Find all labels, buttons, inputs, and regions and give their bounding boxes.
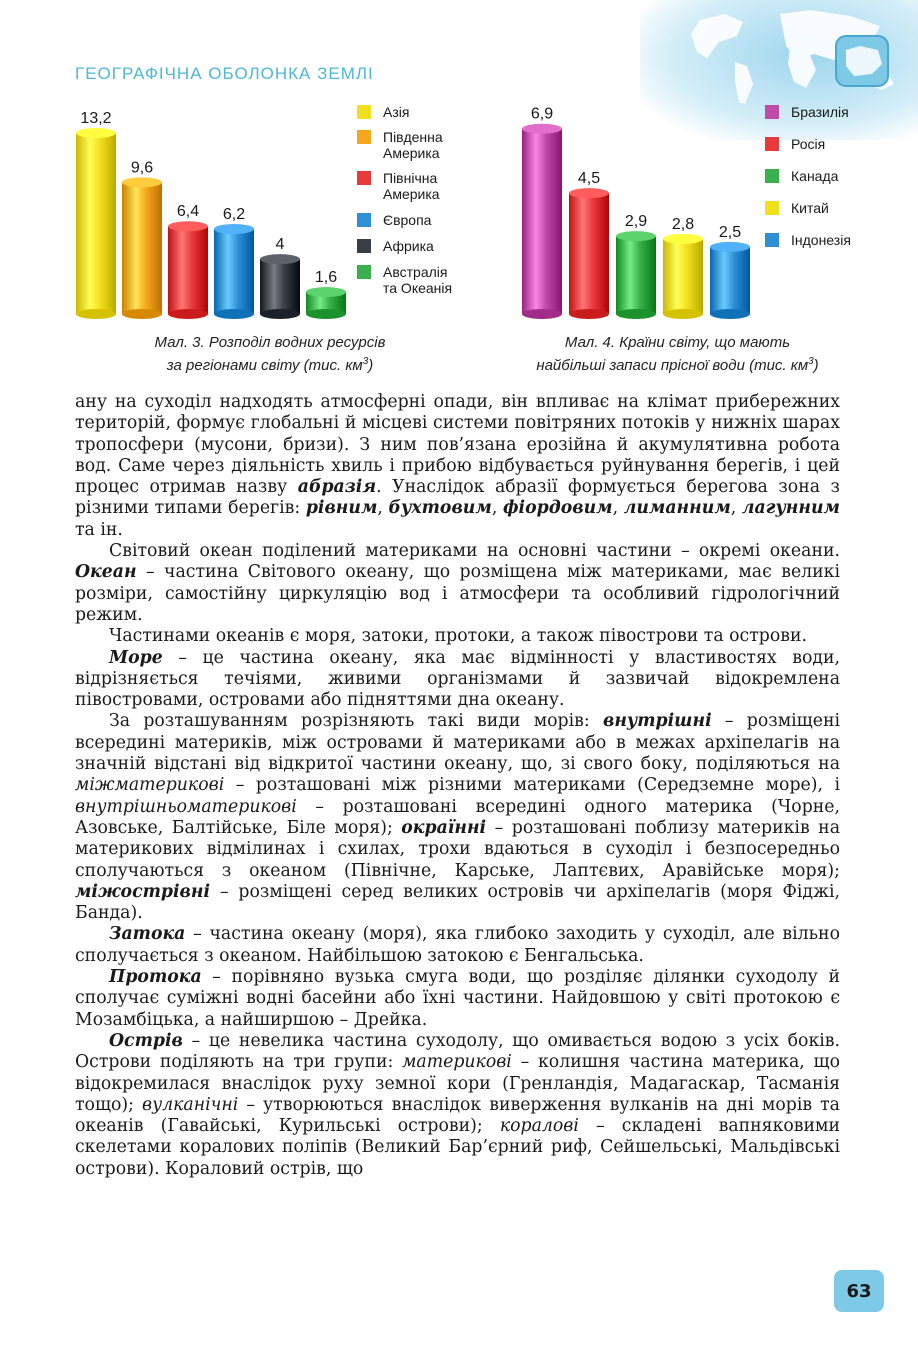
bar-base bbox=[214, 309, 254, 319]
bar-body bbox=[260, 259, 300, 314]
chart-water-resources bbox=[70, 92, 338, 322]
bar-base bbox=[122, 309, 162, 319]
text-run: – це невелика частина суходолу, що омивається водою з усіх боків. Острови поділяють на три групи: bbox=[75, 1030, 840, 1073]
body-text bbox=[75, 392, 840, 1180]
paragraph-abrasion bbox=[75, 392, 840, 541]
data-label: 2,5 bbox=[718, 223, 742, 241]
bar-base bbox=[260, 309, 300, 319]
text-run: – розташовані між різними материками (Середземне море), і bbox=[224, 775, 840, 796]
term-island: Острів bbox=[109, 1030, 183, 1051]
data-label: 1,6 bbox=[314, 269, 338, 287]
data-label: 9,6 bbox=[130, 159, 154, 177]
bar-body bbox=[214, 229, 254, 314]
caption-figure-4-line2 bbox=[495, 352, 860, 375]
paragraph-sea bbox=[75, 648, 840, 712]
legend-item-3 bbox=[765, 168, 838, 184]
text-run: – колишня частина материка, що відокремилася внаслідок руху земної кори (Гренландія, Мадагаскар, Тасманія тощо); bbox=[75, 1052, 840, 1115]
bar-base bbox=[569, 309, 609, 319]
term-abrasion: абразія bbox=[297, 477, 377, 498]
bar-body bbox=[663, 239, 703, 314]
text-run: – частина Світового океану, що розміщена між материками, має великі розміри, самостійну циркуляцію вод і атмосфери та особливий гідрологічний режим. bbox=[75, 562, 840, 625]
legend-label: Бразилія bbox=[791, 104, 849, 120]
data-label: 6,2 bbox=[222, 205, 246, 223]
term-intracontinental: внутрішньоматерикові bbox=[75, 796, 297, 817]
term-shore-type: бухтовим bbox=[388, 498, 492, 519]
legend-swatch bbox=[357, 171, 371, 185]
text-run: – утворюються внаслідок виверження вулканів на дні морів та океанів (Гавайські, Курильські острови); bbox=[75, 1094, 840, 1137]
legend-item-6 bbox=[357, 264, 452, 296]
bar-3 bbox=[168, 203, 208, 319]
data-label: 2,8 bbox=[671, 215, 695, 233]
text-run: Світовий океан поділений материками на основні частини – окремі океани. bbox=[109, 541, 840, 562]
legend-swatch bbox=[765, 169, 779, 183]
legend-item-5 bbox=[357, 238, 434, 254]
paragraph-strait bbox=[75, 967, 840, 1031]
paragraph-island bbox=[75, 1031, 840, 1180]
bar-body bbox=[569, 193, 609, 314]
caption-figure-3-sup: 3 bbox=[362, 356, 369, 367]
data-label: 6,9 bbox=[530, 105, 554, 123]
term-marginal: окраїнні bbox=[401, 817, 487, 838]
bar-body bbox=[522, 129, 562, 314]
legend-swatch bbox=[357, 239, 371, 253]
caption-figure-4-end: ) bbox=[813, 357, 819, 374]
caption-figure-3 bbox=[100, 333, 440, 375]
chart-fresh-water bbox=[510, 92, 760, 322]
bar-body bbox=[76, 133, 116, 314]
legend-label: Південна Америка bbox=[383, 129, 443, 161]
legend-item-5 bbox=[765, 232, 851, 248]
text-run: – це частина океану, яка має відмінності у властивостях води, відрізняється течіями, живими організмами й зазвичай відокремлена півостровами, островами або підняттями дна океану. bbox=[75, 647, 840, 711]
legend-item-4 bbox=[357, 212, 431, 228]
legend-item-3 bbox=[357, 170, 440, 202]
bar-body bbox=[710, 247, 750, 314]
legend-label: Європа bbox=[383, 212, 432, 228]
term-ocean: Океан bbox=[75, 562, 137, 583]
text-run: ану на суходіл надходять атмосферні опади, він впливає на клімат прибережних територій, формує глобальні й місцеві системи повітряних потоків у нижніх шарах тропосфери (мусони, бризи). З ним пов’язана ерозійна й акумулятивна робота вод. Саме через діяльність хвиль і прибою відбувається руйнування берегів, і цей процес отримав назву bbox=[75, 392, 840, 498]
text-run: , bbox=[612, 498, 624, 519]
legend-label: Північна Америка bbox=[383, 170, 440, 202]
bar-3 bbox=[616, 213, 656, 319]
legend-label: Індонезія bbox=[791, 232, 851, 248]
chart-fresh-water-legend bbox=[765, 104, 895, 264]
legend-label: Африка bbox=[383, 238, 434, 254]
text-run: – складені вапняковими скелетами коралових поліпів (Великий Бар’єрний риф, Сейшельські, Мальдівські острови). Кораловий острів, що bbox=[75, 1116, 840, 1179]
legend-item-1 bbox=[357, 104, 409, 120]
term-shore-type: лагунним bbox=[741, 498, 840, 519]
term-intercontinental: міжматерикові bbox=[75, 775, 225, 796]
bar-base bbox=[522, 309, 562, 319]
legend-swatch bbox=[357, 130, 371, 144]
legend-swatch bbox=[357, 265, 371, 279]
data-label: 2,9 bbox=[624, 213, 648, 231]
bar-1 bbox=[522, 106, 562, 319]
chart-fresh-water-plot bbox=[510, 92, 760, 322]
bar-base bbox=[663, 309, 703, 319]
caption-figure-3-line1: Мал. 3. Розподіл водних ресурсів bbox=[154, 334, 386, 351]
text-run: – розміщені всередині материків, між островами й материками або в межах архіпелагів на значній відстані від відкритої частини океану, що, зі свого боку, поділяються на bbox=[75, 711, 841, 775]
caption-figure-4-sup: 3 bbox=[808, 356, 814, 367]
legend-swatch bbox=[765, 105, 779, 119]
text-run: – розміщені серед великих островів чи архіпелагів (моря Фіджі, Банда). bbox=[75, 881, 840, 924]
bar-top bbox=[663, 234, 703, 244]
chart-water-resources-legend bbox=[357, 104, 507, 304]
bar-top bbox=[710, 242, 750, 252]
paragraph-ocean-parts: Частинами океанів є моря, затоки, протоки, а також півострови та острови. bbox=[109, 626, 808, 647]
bar-base bbox=[616, 309, 656, 319]
bar-top bbox=[522, 124, 562, 134]
paragraph-ocean bbox=[75, 541, 840, 626]
term-shore-type: рівним bbox=[305, 498, 378, 519]
term-inland: внутрішні bbox=[602, 711, 712, 732]
legend-item-4 bbox=[765, 200, 829, 216]
bar-top bbox=[76, 128, 116, 138]
bar-2 bbox=[569, 170, 609, 319]
bar-top bbox=[168, 221, 208, 231]
caption-figure-3-text: за регіонами світу (тис. км bbox=[166, 357, 363, 374]
data-label: 13,2 bbox=[80, 109, 112, 127]
paragraph-bay bbox=[75, 924, 840, 967]
bar-6 bbox=[306, 269, 346, 319]
legend-item-2 bbox=[357, 129, 443, 161]
term-shore-type: лиманним bbox=[623, 498, 731, 519]
bar-base bbox=[168, 309, 208, 319]
text-run: – порівняно вузька смуга води, що розділяє ділянки суходолу й сполучає суміжні водні басейни або їхні частини. Найдовшою у світі протокою є Мозамбіцька, а найширшою – Дрейка. bbox=[75, 967, 840, 1030]
bar-top bbox=[260, 254, 300, 264]
bar-top bbox=[214, 224, 254, 234]
legend-swatch bbox=[765, 233, 779, 247]
bar-5 bbox=[260, 236, 300, 319]
legend-label: Росія bbox=[791, 136, 826, 152]
text-run: – частина океану (моря), яка глибоко заходить у суходіл, але вільно сполучається з океаном. Найбільшою затокою є Бенгальська. bbox=[75, 924, 840, 966]
bar-4 bbox=[663, 216, 703, 319]
term-volcanic-island: вулканічні bbox=[142, 1094, 239, 1115]
caption-figure-4-line1: Мал. 4. Країни світу, що мають bbox=[564, 334, 791, 351]
text-run: , bbox=[377, 498, 389, 519]
legend-label: Канада bbox=[791, 168, 839, 184]
term-shore-type: фіордовим bbox=[502, 498, 613, 519]
bar-1 bbox=[76, 110, 116, 319]
page-number: 63 bbox=[834, 1270, 884, 1312]
term-continental-island: материкові bbox=[402, 1052, 512, 1073]
data-label: 4 bbox=[275, 236, 285, 254]
text-run: За розташуванням розрізняють такі види морів: bbox=[109, 711, 603, 732]
bar-4 bbox=[214, 206, 254, 319]
section-header: ГЕОГРАФІЧНА ОБОЛОНКА ЗЕМЛІ bbox=[75, 64, 374, 83]
text-run: . Унаслідок абразії формується берегова зона з різними типами берегів: bbox=[75, 477, 840, 519]
bar-2 bbox=[122, 159, 162, 319]
term-coral-island: коралові bbox=[499, 1116, 579, 1137]
chart-water-resources-plot bbox=[70, 92, 338, 322]
text-run: , bbox=[730, 498, 742, 519]
bar-5 bbox=[710, 224, 750, 319]
bar-top bbox=[306, 287, 346, 297]
caption-figure-3-end: ) bbox=[368, 357, 374, 374]
legend-item-2 bbox=[765, 136, 825, 152]
term-sea: Море bbox=[109, 647, 163, 668]
text-run: та ін. bbox=[75, 519, 123, 540]
text-run: , bbox=[491, 498, 503, 519]
bar-top bbox=[569, 188, 609, 198]
bar-body bbox=[122, 182, 162, 314]
bar-top bbox=[616, 231, 656, 241]
bar-base bbox=[76, 309, 116, 319]
legend-label: Австралія та Океанія bbox=[383, 264, 453, 296]
caption-figure-4 bbox=[495, 333, 860, 375]
legend-swatch bbox=[765, 137, 779, 151]
paragraph-sea-types bbox=[75, 711, 840, 924]
legend-swatch bbox=[357, 105, 371, 119]
term-interisland: міжострівні bbox=[75, 881, 211, 902]
data-label: 4,5 bbox=[577, 170, 601, 188]
bar-body bbox=[616, 236, 656, 314]
legend-swatch bbox=[765, 201, 779, 215]
caption-figure-4-text: найбільші запаси прісної води (тис. км bbox=[536, 357, 809, 374]
term-strait: Протока bbox=[109, 967, 202, 988]
bar-top bbox=[122, 177, 162, 187]
data-label: 6,4 bbox=[176, 203, 200, 221]
term-bay: Затока bbox=[109, 924, 186, 945]
legend-label: Азія bbox=[383, 104, 410, 120]
bar-base bbox=[306, 309, 346, 319]
legend-label: Китай bbox=[791, 200, 829, 216]
text-run: – розташовані всередині одного материка (Чорне, Азовське, Балтійське, Біле моря); bbox=[75, 796, 840, 838]
legend-swatch bbox=[357, 213, 371, 227]
text-run: – розташовані поблизу материків на материкових відмілинах і схилах, трохи вдаються в суходіл і безпосередньо сполучаються з океаном (Північне, Карське, Лаптєвих, Аравійське моря); bbox=[75, 817, 840, 881]
bar-base bbox=[710, 309, 750, 319]
caption-figure-3-line2 bbox=[100, 352, 440, 375]
bar-body bbox=[168, 226, 208, 314]
legend-item-1 bbox=[765, 104, 849, 120]
